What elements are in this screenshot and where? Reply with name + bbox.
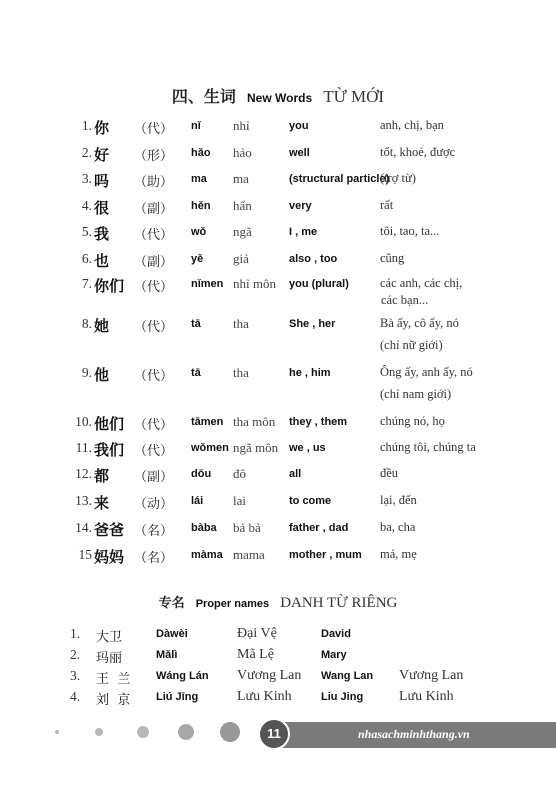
word-number: 2. (81, 145, 92, 160)
word-vietnamese: cũng (380, 251, 405, 265)
word-sino-vietnamese: ngã (233, 224, 252, 239)
proper-hanzi: 王 兰 (96, 672, 131, 687)
word-part-of-speech: （代） (134, 280, 174, 295)
word-number: 3. (81, 171, 92, 186)
word-pinyin: tāmen (191, 416, 224, 428)
word-part-of-speech: （代） (134, 444, 174, 459)
word-english: I , me (289, 226, 318, 238)
word-hanzi: 也 (94, 252, 110, 270)
proper-pinyin: Liú Jīng (156, 691, 199, 703)
word-vietnamese-continued: các bạn... (381, 293, 429, 307)
proper-alternate: David (321, 628, 351, 640)
word-number: 5. (81, 224, 92, 239)
footer-dot (137, 726, 149, 738)
word-english: we , us (289, 442, 326, 454)
proper-number: 3. (70, 668, 81, 683)
proper-alternate: Mary (321, 649, 347, 661)
word-number: 7. (81, 276, 92, 291)
word-number: 15 (78, 547, 92, 562)
word-english: you (plural) (289, 278, 349, 290)
section-title (0, 84, 556, 107)
proper-number: 2. (70, 647, 81, 662)
proper-sino-vietnamese: Mã Lệ (237, 647, 274, 662)
proper-names-title-english: Proper names (195, 598, 270, 610)
word-pinyin: tā (191, 367, 201, 379)
proper-pinyin: Mǎlì (156, 649, 178, 661)
footer-dot (55, 730, 59, 734)
word-sino-vietnamese: tha (233, 365, 249, 380)
word-vietnamese: tốt, khoẻ, được (380, 145, 456, 159)
page-number: 11 (258, 718, 290, 750)
word-number: 6. (81, 251, 92, 266)
word-number: 12. (75, 466, 92, 481)
word-vietnamese: má, mẹ (380, 547, 417, 561)
word-pinyin: màma (191, 549, 223, 561)
word-number: 1. (81, 118, 92, 133)
word-sino-vietnamese: đô (233, 466, 246, 481)
word-hanzi: 我 (94, 225, 110, 243)
proper-sino-vietnamese: Đại Vệ (237, 626, 277, 641)
word-vietnamese: rất (380, 198, 394, 212)
word-hanzi: 他们 (94, 415, 125, 433)
word-part-of-speech: （副） (134, 255, 174, 270)
word-english: well (289, 147, 310, 159)
word-english: you (289, 120, 309, 132)
word-pinyin: dōu (191, 468, 212, 480)
word-pinyin: wǒmen (191, 442, 229, 454)
proper-pinyin: Dàwèi (156, 628, 188, 640)
section-title-chinese: 四、生词 (171, 87, 236, 106)
word-english: mother , mum (289, 549, 362, 561)
word-number: 14. (75, 520, 92, 535)
word-hanzi: 你们 (94, 277, 125, 295)
word-vietnamese: ba, cha (380, 520, 416, 534)
word-sino-vietnamese: tha (233, 316, 249, 331)
word-hanzi: 吗 (94, 172, 110, 190)
word-vietnamese-continued: (chỉ nữ giới) (380, 338, 443, 352)
word-vietnamese: Bà ấy, cô ấy, nó (380, 316, 459, 330)
word-vietnamese-continued: (chỉ nam giới) (380, 387, 452, 401)
word-sino-vietnamese: lai (233, 493, 246, 508)
word-sino-vietnamese: ma (233, 171, 249, 186)
word-sino-vietnamese: nhỉ môn (233, 276, 276, 291)
word-hanzi: 很 (94, 199, 110, 217)
word-hanzi: 妈妈 (94, 548, 125, 566)
word-number: 10. (75, 414, 92, 429)
section-title-vietnamese: TỪ MỚI (323, 87, 385, 106)
word-english: very (289, 200, 312, 212)
word-part-of-speech: （代） (134, 369, 174, 384)
section-title-english: New Words (247, 91, 313, 105)
word-pinyin: lái (191, 495, 204, 507)
publisher-site: nhasachminhthang.vn (358, 727, 470, 741)
proper-sino-vietnamese: Vương Lan (237, 668, 302, 683)
word-part-of-speech: （助） (134, 175, 174, 190)
word-pinyin: nǐmen (191, 278, 224, 290)
word-part-of-speech: （动） (134, 497, 174, 512)
proper-names-title-vietnamese: DANH TỪ RIÊNG (280, 595, 398, 611)
word-number: 9. (81, 365, 92, 380)
word-hanzi: 他 (94, 366, 110, 384)
word-number: 13. (75, 493, 92, 508)
word-vietnamese: tôi, tao, ta... (380, 224, 440, 238)
word-pinyin: yě (191, 253, 204, 265)
word-part-of-speech: （代） (134, 418, 174, 433)
word-hanzi: 都 (94, 467, 110, 485)
proper-alternate-vietnamese: Lưu Kinh (399, 689, 454, 704)
word-sino-vietnamese: nhỉ (233, 118, 250, 133)
word-sino-vietnamese: hảo (233, 145, 252, 160)
word-vietnamese: đều (380, 466, 399, 480)
word-vietnamese: anh, chị, bạn (380, 118, 444, 132)
word-pinyin: hěn (191, 200, 211, 212)
proper-hanzi: 大卫 (96, 630, 123, 645)
word-part-of-speech: （代） (134, 320, 174, 335)
word-part-of-speech: （副） (134, 470, 174, 485)
word-sino-vietnamese: hẩn (233, 198, 252, 213)
word-pinyin: tā (191, 318, 201, 330)
word-vietnamese: (trợ từ) (380, 171, 416, 185)
word-sino-vietnamese: tha môn (233, 414, 276, 429)
word-hanzi: 你 (94, 119, 110, 137)
word-pinyin: nǐ (191, 120, 201, 132)
word-vietnamese: các anh, các chị, (380, 276, 463, 290)
word-number: 4. (81, 198, 92, 213)
word-pinyin: ma (191, 173, 207, 185)
word-english: all (289, 468, 302, 480)
word-part-of-speech: （代） (134, 228, 174, 243)
word-english: they , them (289, 416, 348, 428)
word-number: 11. (75, 440, 92, 455)
word-english: to come (289, 495, 332, 507)
word-pinyin: bàba (191, 522, 217, 534)
word-pinyin: wǒ (191, 226, 207, 238)
proper-alternate: Wang Lan (321, 670, 374, 682)
word-sino-vietnamese: bả bả (233, 520, 261, 535)
word-part-of-speech: （副） (134, 202, 174, 217)
word-pinyin: hǎo (191, 147, 211, 159)
footer-dot (220, 722, 240, 742)
proper-number: 4. (70, 689, 81, 704)
proper-names-title-chinese: 专名 (158, 596, 185, 611)
word-english: (structural particle) (289, 173, 390, 185)
word-part-of-speech: （名） (134, 551, 174, 566)
word-hanzi: 好 (94, 146, 110, 164)
word-english: he , him (289, 367, 331, 379)
word-hanzi: 她 (94, 317, 110, 335)
word-hanzi: 来 (94, 494, 110, 512)
word-english: She , her (289, 318, 336, 330)
word-number: 8. (81, 316, 92, 331)
word-english: also , too (289, 253, 338, 265)
proper-names-title (0, 592, 556, 612)
word-vietnamese: chúng tôi, chúng ta (380, 440, 476, 454)
footer-dot (178, 724, 194, 740)
proper-alternate: Liu Jing (321, 691, 364, 703)
proper-hanzi: 玛丽 (96, 651, 123, 666)
word-sino-vietnamese: ngã môn (233, 440, 279, 455)
proper-pinyin: Wáng Lán (156, 670, 209, 682)
word-hanzi: 爸爸 (94, 521, 125, 539)
word-part-of-speech: （代） (134, 122, 174, 137)
word-sino-vietnamese: giả (233, 251, 249, 266)
proper-sino-vietnamese: Lưu Kinh (237, 689, 292, 704)
proper-hanzi: 刘 京 (96, 693, 131, 708)
word-vietnamese: chúng nó, họ (380, 414, 445, 428)
word-sino-vietnamese: mama (233, 547, 265, 562)
proper-alternate-vietnamese: Vương Lan (399, 668, 464, 683)
word-vietnamese: Ông ấy, anh ấy, nó (380, 365, 473, 379)
word-part-of-speech: （形） (134, 149, 174, 164)
proper-number: 1. (70, 626, 81, 641)
word-vietnamese: lại, đến (380, 493, 417, 507)
word-english: father , dad (289, 522, 349, 534)
footer-dot (95, 728, 103, 736)
word-part-of-speech: （名） (134, 524, 174, 539)
word-hanzi: 我们 (94, 441, 125, 459)
